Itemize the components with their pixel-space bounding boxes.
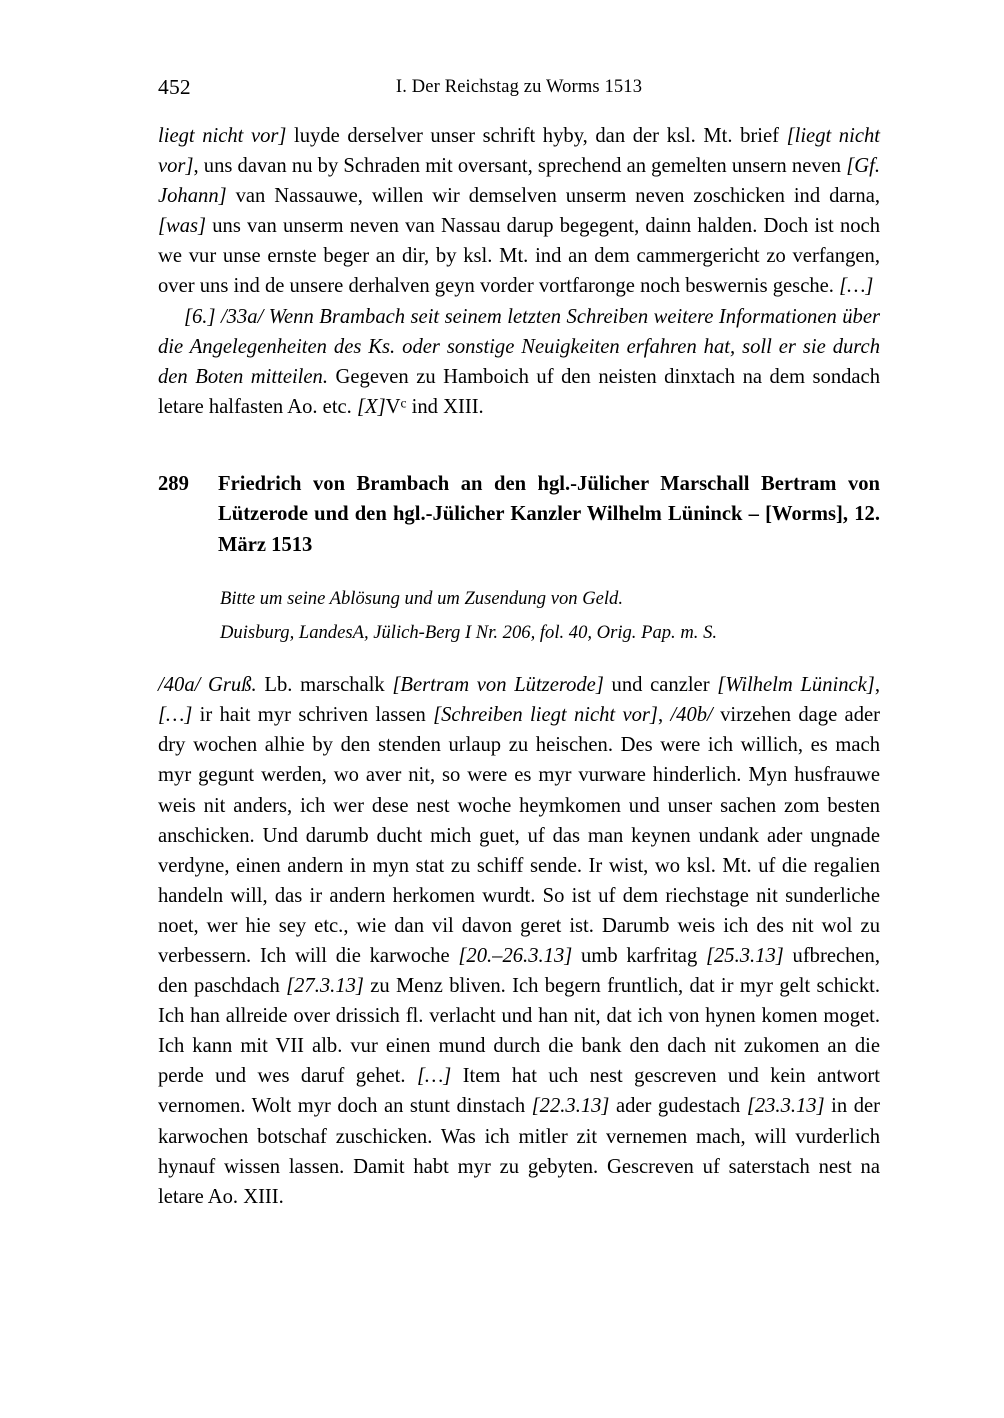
- body-text-10: Item hat uch nest gescreven und kein antwort vernomen. Wolt myr doch an stunt dinstach: [158, 1065, 880, 1118]
- running-head: [158, 74, 880, 102]
- date-gudestach: [23.3.13]: [746, 1095, 825, 1118]
- editorial-note-schreiben: [Schreiben liegt nicht vor]: [433, 704, 658, 727]
- body-text-2: und canzler: [603, 674, 718, 697]
- continuation-text-2: , uns davan nu by Schraden mit oversant, sprechend an gemelten unsern neven: [193, 155, 847, 178]
- body-text-4: ir hait myr schriven lassen: [192, 704, 434, 727]
- paragraph-document-289: [158, 670, 880, 1212]
- document-number: 289: [158, 472, 189, 495]
- editorial-note-gf-johann: [Gf. Johann]: [158, 155, 880, 208]
- document-regest: Bitte um seine Ablösung und um Zusendung von Geld.: [220, 588, 623, 610]
- page-number: 452: [158, 75, 191, 99]
- editorial-note-bertram: [Bertram von Lützerode]: [392, 674, 604, 697]
- body-text-5: ,: [657, 704, 671, 727]
- ellipsis-mark-1: […]: [839, 275, 874, 298]
- body-text-3: ,: [874, 674, 880, 697]
- body-text-8: ufbrechen, den paschdach: [158, 945, 881, 998]
- running-title: I. Der Reichstag zu Worms 1513: [395, 77, 643, 97]
- date-bracket-x: [X]: [356, 395, 386, 418]
- date-karwoche: [20.–26.3.13]: [458, 945, 573, 967]
- continuation-text-1: luyde derselver unser schrift hyby, dan der ksl. Mt. brief: [286, 125, 787, 147]
- date-tail: ind XIII.: [406, 395, 484, 418]
- body-text-11: ader gudestach: [609, 1095, 747, 1118]
- body-text-9: zu Menz bliven. Ich begern fruntlich, dat ir myr gelt schickt. Ich han allreide over drissich fl. verlacht und han nit, dat ich von hynen komen moget. Ich kann mit VII alb. vur einen mund durch die bank den dach nit zukomen an die perde und wes daruf gehet.: [158, 975, 880, 1088]
- date-roman-v: V: [385, 395, 401, 418]
- paragraph-item-6: [158, 302, 880, 422]
- ellipsis-mark-3: […]: [416, 1065, 452, 1088]
- document-title: Friedrich von Brambach an den hgl.-Jülicher Marschall Bertram von Lützerode und den hgl.-Jülicher Kanzler Wilhelm Lüninck – [Worms], 12. März 1513: [218, 472, 880, 556]
- body-text-7: umb karfritag: [572, 945, 706, 967]
- text-column: [158, 121, 880, 1212]
- document-heading: [158, 469, 880, 560]
- folio-marker-40a: /40a/ Gruß.: [158, 674, 257, 697]
- body-text-1: Lb. marschalk: [256, 674, 393, 697]
- superscript-c: c: [400, 395, 407, 411]
- date-karfritag: [25.3.13]: [705, 945, 784, 967]
- regest-block: [158, 585, 880, 647]
- editorial-note-liegt-nicht-vor-2: [liegt nicht vor]: [158, 125, 880, 178]
- date-paschdach: [27.3.13]: [286, 975, 364, 998]
- document-body: [158, 670, 880, 1212]
- item-6-text: Gegeven zu Hamboich uf den neisten dinxtach na dem sondach letare halfasten Ao. etc.: [158, 365, 880, 418]
- body-text-12: in der karwochen botschaf zuschicken. Was ich mitler zit vernemen mach, will vurderlich hynauf wissen lassen. Damit habt myr zu gebyten. Gescreven uf saterstach nest na letare Ao. XIII.: [158, 1095, 880, 1208]
- paragraph-continuation: [158, 121, 880, 302]
- folio-marker-40b: /40b/: [670, 704, 713, 727]
- document-source: Duisburg, LandesA, Jülich-Berg I Nr. 206, fol. 40, Orig. Pap. m. S.: [220, 622, 718, 644]
- continuation-text-4: uns van unserm neven van Nassau darup begegent, dainn halden. Doch ist noch we vur unse ernste beger an dir, by ksl. Mt. ind an dem cammergericht zo verfangen, over uns ind de unsere derhalven geyn vorder vortfaronge noch beswernis gesche.: [158, 215, 880, 298]
- ellipsis-mark-2: […]: [158, 704, 193, 727]
- date-dinstach: [22.3.13]: [531, 1095, 610, 1118]
- editorial-note-wilhelm: [Wilhelm Lüninck]: [717, 674, 875, 697]
- body-text-6: virzehen dage ader dry wochen alhie by den stenden urlaup zu heischen. Des were ich willich, es mach myr gegunt werden, wo aver nit, so were es myr vurware hinderlich. Myn husfrauwe weis nit anders, ich wer dese nest woche heymkomen und unser sachen zom besten anschicken. Und darumb ducht mich guet, uf das man keynen undank ader ungnade verdyne, einen andern in myn stat zu schiff sende. Ir wist, wo ksl. Mt. uf die regalien handeln will, das ir andern herkomen wurdt. So ist uf dem riechstage nit sunderliche noet, wer hie sey etc., wie dan vil davon geret ist. Darumb weis ich des nit wol zu verbessern. Ich will die karwoche: [158, 704, 880, 967]
- continuation-text-3: van Nassauwe, willen wir demselven unserm neven zoschicken ind darna,: [226, 185, 880, 208]
- editorial-note-liegt-nicht-vor-1: liegt nicht vor]: [158, 125, 287, 147]
- editorial-note-was: [was]: [158, 215, 207, 238]
- regest-item-6: [6.] /33a/ Wenn Brambach seit seinem letzten Schreiben weitere Informationen über die Angelegenheiten des Ks. oder sonstige Neuigkeiten erfahren hat, soll er sie durch den Boten mitteilen.: [158, 305, 880, 388]
